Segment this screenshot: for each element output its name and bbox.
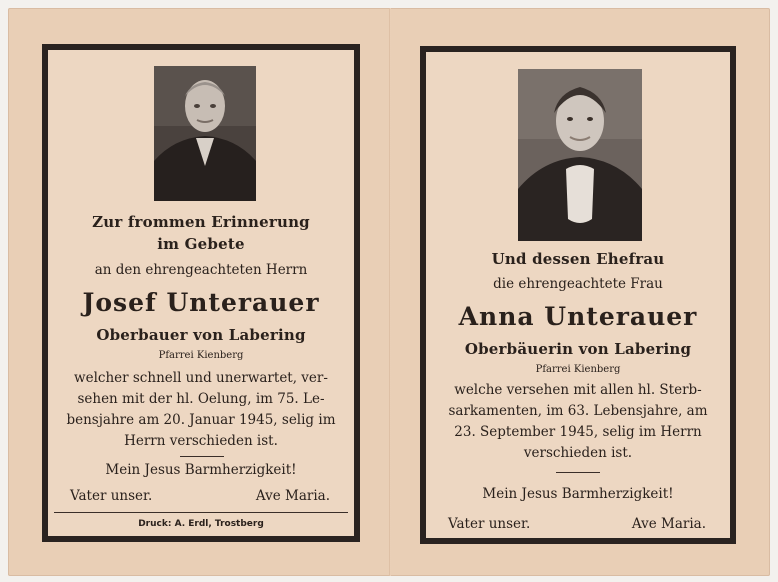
separator-line: [180, 456, 224, 457]
footer-right: Ave Maria.: [255, 488, 330, 504]
obituary-line: sehen mit der hl. Oelung, im 75. Le-: [77, 391, 325, 407]
memorial-card-right: [420, 46, 736, 544]
obituary-line: sarkamenten, im 63. Lebensjahre, am: [448, 403, 708, 419]
prayer-text: Mein Jesus Barmherzigkeit!: [105, 462, 297, 478]
obituary-line: welche versehen mit allen hl. Sterb-: [454, 382, 702, 398]
obituary-line: Herrn verschieden ist.: [124, 433, 278, 449]
deceased-name: Anna Unterauer: [458, 302, 698, 331]
prayer-text: Mein Jesus Barmherzigkeit!: [482, 486, 674, 502]
printer-imprint: Druck: A. Erdl, Trostberg: [138, 519, 264, 529]
bottom-rule: [54, 512, 348, 513]
deceased-title: Oberbauer von Labering: [96, 326, 306, 344]
heading-line-1: Und dessen Ehefrau: [491, 250, 665, 268]
obituary-text: [48, 368, 354, 452]
obituary-text: [426, 380, 730, 464]
parish-label: Pfarrei Kienberg: [158, 350, 244, 361]
obituary-line: bensjahre am 20. Januar 1945, selig im: [66, 412, 336, 428]
portrait-photo-man: [154, 66, 256, 201]
deceased-name: Josef Unterauer: [82, 288, 320, 317]
intro-text: an den ehrengeachteten Herrn: [94, 262, 308, 278]
footer-left: Vater unser.: [70, 488, 153, 504]
intro-text: die ehrengeachtete Frau: [493, 276, 663, 292]
heading-line-2: im Gebete: [157, 235, 245, 253]
obituary-line: welcher schnell und unerwartet, ver-: [74, 370, 328, 386]
memorial-card-left: [42, 44, 360, 542]
portrait-photo-woman: [518, 69, 642, 241]
heading-line-1: Zur frommen Erinnerung: [92, 213, 310, 231]
parish-label: Pfarrei Kienberg: [535, 364, 621, 375]
obituary-line: 23. September 1945, selig im Herrn: [454, 424, 702, 440]
fold-crease: [389, 8, 391, 576]
obituary-line: verschieden ist.: [523, 445, 633, 461]
footer-left: Vater unser.: [448, 516, 531, 532]
footer-right: Ave Maria.: [631, 516, 706, 532]
separator-line: [556, 472, 600, 473]
deceased-title: Oberbäuerin von Labering: [464, 340, 692, 358]
